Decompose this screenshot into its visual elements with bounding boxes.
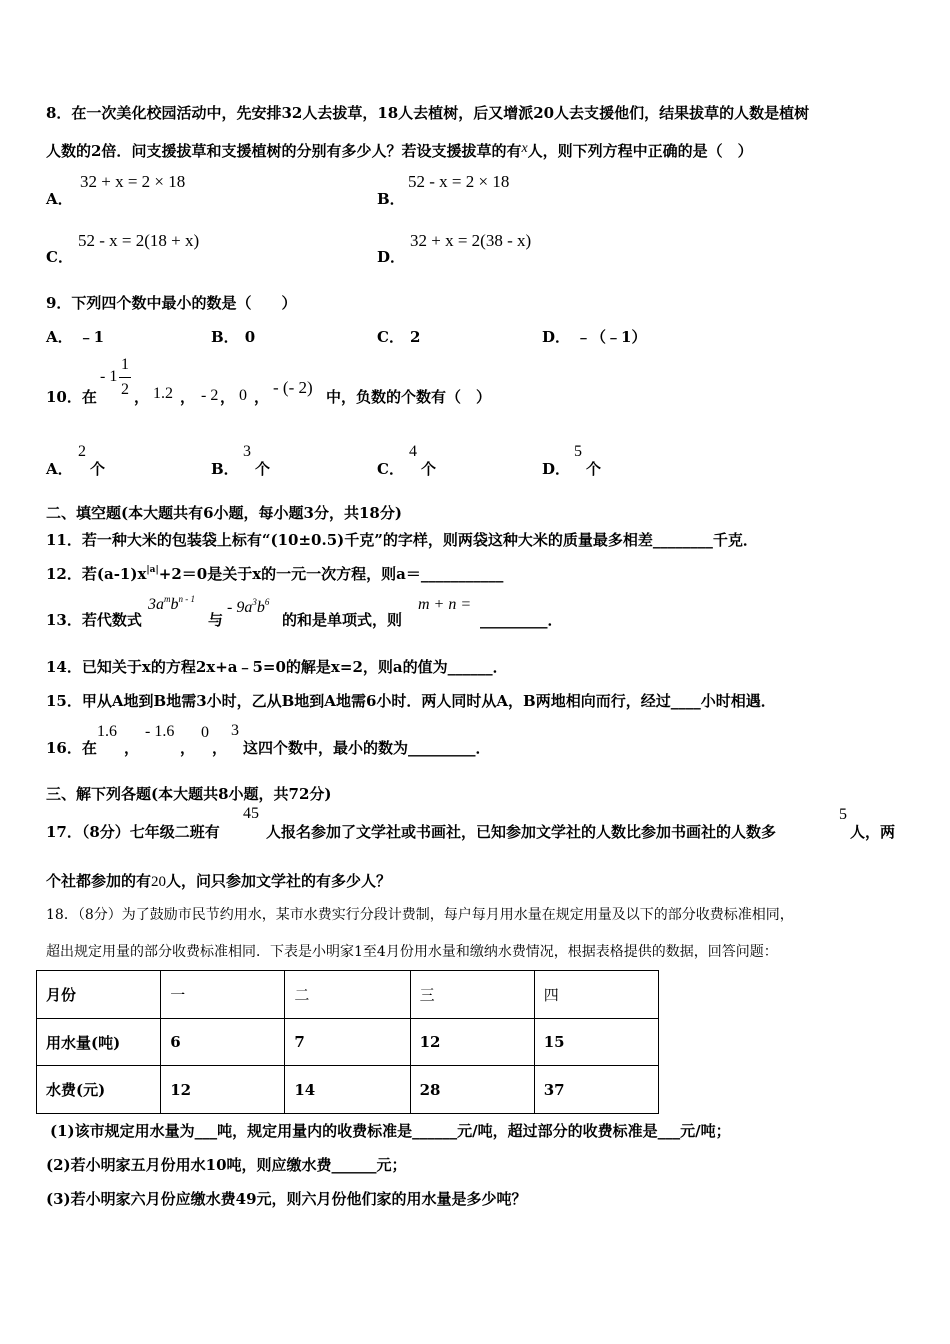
- q14: 14．已知关于x的方程2x+a﹣5=0的解是x=2，则a的值为______．: [46, 658, 508, 676]
- q10-option-a-label: A．: [46, 460, 73, 478]
- q10-option-d-unit: 个: [586, 460, 602, 478]
- q9-option-d: D． ﹣（﹣1）: [542, 328, 647, 346]
- table-cell: 28: [410, 1066, 534, 1114]
- table-row: [37, 1066, 659, 1114]
- table-header-row: [37, 971, 659, 1019]
- q10-prefix: 10．在: [46, 388, 97, 406]
- table-row: [37, 1019, 659, 1066]
- q8-option-c-expr: 52 - x = 2(18 + x): [78, 231, 200, 250]
- q17-part-c: 人，两: [850, 823, 896, 841]
- q8-variable: x: [521, 141, 528, 156]
- table-cell: 四: [534, 971, 658, 1019]
- table-cell: 37: [534, 1066, 658, 1114]
- q10-option-a-unit: 个: [90, 460, 106, 478]
- q13-term1: $3a^mb^{n - 1}$: [148, 594, 195, 613]
- q8-option-d-label: D．: [377, 248, 406, 266]
- water-fee-table: [36, 970, 659, 1114]
- q8-option-d-expr: 32 + x = 2(38 - x): [410, 231, 532, 250]
- q16-sep1: ，: [124, 739, 140, 757]
- table-cell: 6: [161, 1019, 285, 1066]
- q13-prefix: 13．若代数式: [46, 611, 142, 629]
- q10-suffix: 中，负数的个数有（ ）: [326, 388, 492, 406]
- q10-n5: - (- 2): [273, 378, 313, 397]
- table-cell: 14: [285, 1066, 410, 1114]
- q16-sep3: ，: [212, 739, 228, 757]
- q13-term2: - $9a^3b^6$: [227, 597, 270, 616]
- q16-sep2: ，: [180, 739, 196, 757]
- q10-option-b-unit: 个: [255, 460, 271, 478]
- q9-stem: 9．下列四个数中最小的数是（ ）: [46, 294, 297, 312]
- q12: 12．若$(a-1)x^{|a|}+2=0$是关于x的一元一次方程，则a＝___________: [46, 565, 504, 583]
- q9-option-c: C． 2: [377, 328, 421, 346]
- q8-option-b-expr: 52 - x = 2 × 18: [408, 172, 510, 191]
- q9-option-a: A． ﹣1: [46, 328, 105, 346]
- q8-option-a-label: A．: [46, 190, 73, 208]
- q10-option-c-unit: 个: [421, 460, 437, 478]
- q10-n2: 1.2: [153, 385, 173, 402]
- q17-line2: 个社都参加的有20人，问只参加文学社的有多少人？: [46, 872, 392, 890]
- q10-fraction-bar: [119, 377, 131, 378]
- q10-option-d-num: 5: [574, 443, 582, 460]
- q17-part-a: 17．（8分）七年级二班有: [46, 823, 220, 841]
- q10-option-d-label: D．: [542, 460, 571, 478]
- q8-stem-line1: 8．在一次美化校园活动中，先安排32人去拔草，18人去植树，后又增派20人去支援他们，结果拔草的人数是植树: [46, 104, 810, 122]
- q18-line1: 18．（8分）为了鼓励市民节约用水，某市水费实行分段计费制，每户每月用水量在规定用量及以下的部分收费标准相同，: [46, 907, 794, 923]
- table-cell: 用水量(吨): [37, 1019, 161, 1066]
- q10-option-a-num: 2: [78, 443, 86, 460]
- table-cell: 水费(元): [37, 1066, 161, 1114]
- q16-n1: 1.6: [97, 723, 117, 740]
- q10-sep2: ，: [180, 388, 196, 406]
- q13-end: _________．: [480, 611, 563, 629]
- q18-sub2: (2)若小明家五月份用水10吨，则应缴水费______元；: [46, 1156, 407, 1174]
- table-cell: 三: [410, 971, 534, 1019]
- q8-option-c-label: C．: [46, 248, 73, 266]
- q16-n2: - 1.6: [145, 723, 175, 740]
- q10-option-c-num: 4: [409, 443, 417, 460]
- table-cell: 二: [285, 971, 410, 1019]
- q8-option-b-label: B．: [377, 190, 405, 208]
- table-cell: 15: [534, 1019, 658, 1066]
- q10-option-b-num: 3: [243, 443, 251, 460]
- q10-sep4: ，: [254, 388, 270, 406]
- q18-sub3: (3)若小明家六月份应缴水费49元，则六月份他们家的用水量是多少吨？: [46, 1190, 527, 1208]
- q17-n2: 5: [839, 806, 847, 823]
- q8-option-a-expr: 32 + x = 2 × 18: [80, 172, 186, 191]
- table-cell: 月份: [37, 971, 161, 1019]
- q10-mixed-whole: - 1: [100, 368, 118, 385]
- q17-n1: 45: [243, 805, 259, 822]
- q10-mixed-numerator: 1: [121, 356, 129, 373]
- q10-option-c-label: C．: [377, 460, 404, 478]
- q16-n3: 0: [201, 724, 209, 741]
- table-cell: 7: [285, 1019, 410, 1066]
- q18-sub1: (1)该市规定用水量为___吨，规定用量内的收费标准是______元/吨，超过部分的收费标准是___元/吨；: [50, 1122, 731, 1140]
- q10-option-b-label: B．: [211, 460, 239, 478]
- section-2-heading: 二、填空题(本大题共有6小题，每小题3分，共18分): [46, 504, 402, 522]
- q13-conj: 与: [208, 611, 224, 629]
- q11: 11．若一种大米的包装袋上标有“(10±0.5)千克”的字样，则两袋这种大米的质量最多相差________千克．: [46, 531, 758, 549]
- section-3-heading: 三、解下列各题(本大题共8小题，共72分): [46, 785, 332, 803]
- table-cell: 12: [161, 1066, 285, 1114]
- q16-n4: 3: [231, 722, 239, 739]
- q10-n4: 0: [239, 387, 247, 404]
- table-cell: 12: [410, 1019, 534, 1066]
- q10-n3: - 2: [201, 387, 219, 404]
- q10-mixed-denominator: 2: [121, 381, 129, 398]
- q16-prefix: 16．在: [46, 739, 97, 757]
- q10-sep3: ，: [220, 388, 236, 406]
- q13-expr: m + n =: [418, 596, 472, 613]
- q17-part-b: 人报名参加了文学社或书画社，已知参加文学社的人数比参加书画社的人数多: [266, 823, 777, 841]
- q9-option-b: B． 0: [211, 328, 256, 346]
- q18-line2: 超出规定用量的部分收费标准相同．下表是小明家1至4月份用水量和缴纳水费情况，根据表格提供的数据，回答问题：: [46, 944, 778, 960]
- q13-mid: 的和是单项式，则: [282, 611, 403, 629]
- table-cell: 一: [161, 971, 285, 1019]
- q16-suffix: 这四个数中，最小的数为_________．: [243, 739, 491, 757]
- q15: 15．甲从A地到B地需3小时，乙从B地到A地需6小时．两人同时从A，B两地相向而行，经过____小时相遇．: [46, 692, 776, 710]
- q10-sep1: ，: [134, 388, 150, 406]
- q8-stem-line2: 人数的2倍．问支援拔草和支援植树的分别有多少人？若设支援拔草的有x人，则下列方程中正确的是（ ）: [46, 141, 753, 160]
